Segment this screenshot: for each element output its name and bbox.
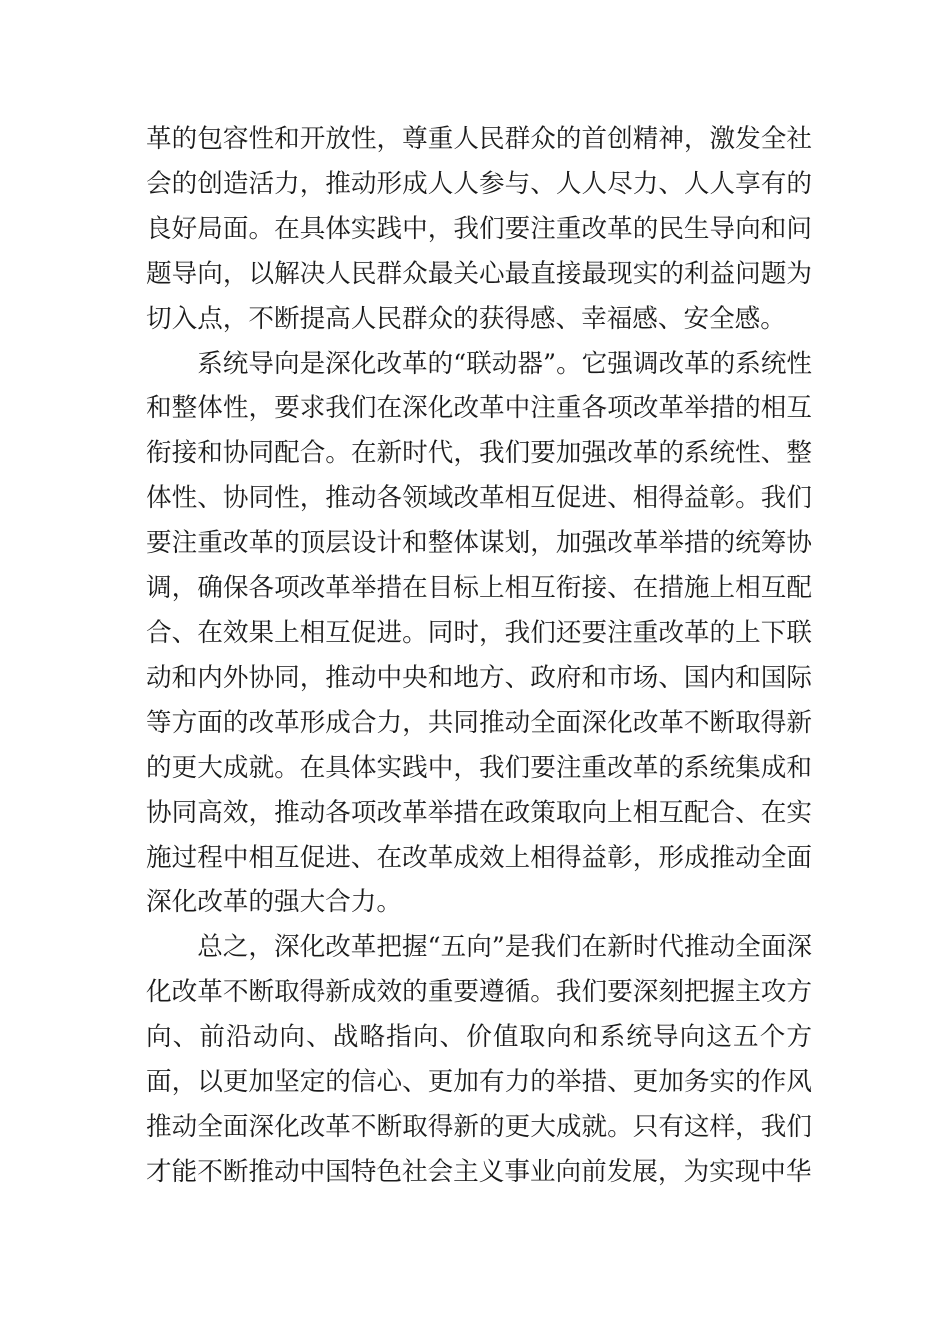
- document-body: [146, 117, 812, 1195]
- paragraph-conclusion: 总之，深化改革把握“五向”是我们在新时代推动全面深化改革不断取得新成效的重要遵循。我们要深刻把握主攻方向、前沿动向、战略指向、价值取向和系统导向这五个方面，以更加坚定的信心、更加有力的举措、更加务实的作风推动全面深化改革不断取得新的更大成就。只有这样，我们才能不断推动中国特色社会主义事业向前发展，为实现中华: [146, 932, 813, 1187]
- paragraph-continuation: 革的包容性和开放性，尊重人民群众的首创精神，激发全社会的创造活力，推动形成人人参与、人人尽力、人人享有的良好局面。在具体实践中，我们要注重改革的民生导向和问题导向，以解决人民群众最关心最直接最现实的利益问题为切入点，不断提高人民群众的获得感、幸福感、安全感。: [146, 124, 812, 334]
- paragraph-system-orientation: 系统导向是深化改革的“联动器”。它强调改革的系统性和整体性，要求我们在深化改革中注重各项改革举措的相互衔接和协同配合。在新时代，我们要加强改革的系统性、整体性、协同性，推动各领域改革相互促进、相得益彰。我们要注重改革的顶层设计和整体谋划，加强改革举措的统筹协调，确保各项改革举措在目标上相互衔接、在措施上相互配合、在效果上相互促进。同时，我们还要注重改革的上下联动和内外协同，推动中央和地方、政府和市场、国内和国际等方面的改革形成合力，共同推动全面深化改革不断取得新的更大成就。在具体实践中，我们要注重改革的系统集成和协同高效，推动各项改革举措在政策取向上相互配合、在实施过程中相互促进、在改革成效上相得益彰，形成推动全面深化改革的强大合力。: [146, 348, 813, 918]
